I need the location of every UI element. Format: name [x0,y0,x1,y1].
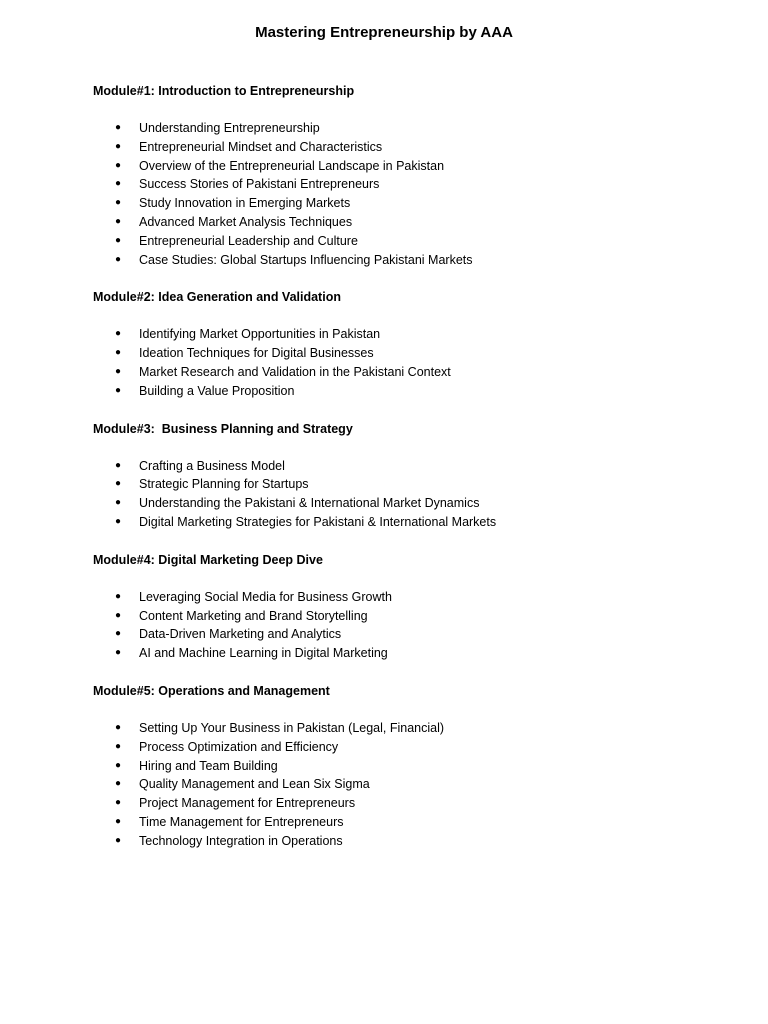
list-item [93,382,733,401]
list-item [93,813,733,832]
list-item-text: AI and Machine Learning in Digital Marketing [139,646,388,661]
bullet-icon: ● [115,347,122,359]
list-item-text: Leveraging Social Media for Business Growth [139,589,392,604]
bullet-icon: ● [115,478,122,490]
bullet-icon: ● [115,759,122,771]
list-item-text: Overview of the Entrepreneurial Landscape in Pakistan [139,158,445,173]
list-item [93,175,733,194]
list-item-text: Identifying Market Opportunities in Pakistan [139,327,381,342]
list-item [93,513,733,532]
bullet-icon: ● [115,721,122,733]
list-item-text: Entrepreneurial Leadership and Culture [139,233,358,248]
topic-list [93,457,733,532]
list-item-text: Technology Integration in Operations [139,833,343,848]
bullet-icon: ● [115,215,122,227]
list-item [93,344,733,363]
list-item [93,719,733,738]
topic-list [93,119,733,269]
list-item-text: Digital Marketing Strategies for Pakistani & International Markets [139,514,497,529]
list-item [93,588,733,607]
list-item [93,119,733,138]
bullet-icon: ● [115,197,122,209]
bullet-icon: ● [115,253,122,265]
list-item [93,832,733,851]
module-2 [93,288,733,400]
bullet-icon: ● [115,647,122,659]
bullet-icon: ● [115,834,122,846]
bullet-icon: ● [115,140,122,152]
list-item-text: Building a Value Proposition [139,383,295,398]
topic-list [93,588,733,663]
module-5 [93,682,733,851]
list-item [93,194,733,213]
bullet-icon: ● [115,234,122,246]
list-item-text: Time Management for Entrepreneurs [139,814,344,829]
list-item-text: Study Innovation in Emerging Markets [139,196,351,211]
list-item-text: Hiring and Team Building [139,758,278,773]
topic-list [93,719,733,851]
bullet-icon: ● [115,178,122,190]
list-item-text: Success Stories of Pakistani Entrepreneurs [139,177,380,192]
list-item-text: Setting Up Your Business in Pakistan (Legal, Financial) [139,720,445,735]
list-item [93,457,733,476]
module-heading: Module#1: Introduction to Entrepreneurship [93,84,355,98]
bullet-icon: ● [115,515,122,527]
bullet-icon: ● [115,328,122,340]
module-1 [93,82,733,269]
list-item [93,475,733,494]
bullet-icon: ● [115,778,122,790]
list-item [93,775,733,794]
list-item [93,607,733,626]
list-item [93,363,733,382]
list-item-text: Crafting a Business Model [139,458,285,473]
list-item [93,644,733,663]
bullet-icon: ● [115,590,122,602]
bullet-icon: ● [115,740,122,752]
bullet-icon: ● [115,384,122,396]
list-item [93,794,733,813]
list-item-text: Strategic Planning for Startups [139,477,309,492]
list-item-text: Process Optimization and Efficiency [139,739,339,754]
list-item [93,757,733,776]
list-item-text: Entrepreneurial Mindset and Characteristics [139,139,383,154]
bullet-icon: ● [115,797,122,809]
list-item [93,138,733,157]
bullet-icon: ● [115,609,122,621]
list-item [93,625,733,644]
list-item [93,213,733,232]
bullet-icon: ● [115,365,122,377]
list-item-text: Content Marketing and Brand Storytelling [139,608,368,623]
module-heading: Module#3: Business Planning and Strategy [93,421,353,436]
list-item-text: Advanced Market Analysis Techniques [139,214,353,229]
list-item [93,738,733,757]
module-heading: Module#5: Operations and Management [93,683,330,698]
list-item-text: Understanding the Pakistani & International Market Dynamics [139,496,480,511]
bullet-icon: ● [115,815,122,827]
module-heading: Module#4: Digital Marketing Deep Dive [93,552,323,567]
bullet-icon: ● [115,459,122,471]
module-3 [93,420,733,532]
list-item [93,494,733,513]
bullet-icon: ● [115,122,122,133]
list-item-text: Project Management for Entrepreneurs [139,796,356,811]
module-heading: Module#2: Idea Generation and Validation [93,290,341,305]
bullet-icon: ● [115,159,122,171]
list-item [93,157,733,176]
list-item [93,251,733,270]
list-item [93,232,733,251]
list-item-text: Ideation Techniques for Digital Businesses [139,346,374,361]
bullet-icon: ● [115,628,122,640]
document-body [93,82,733,870]
list-item-text: Quality Management and Lean Six Sigma [139,777,370,792]
list-item-text: Case Studies: Global Startups Influencing Pakistani Markets [139,252,473,267]
list-item-text: Data-Driven Marketing and Analytics [139,627,342,642]
module-4 [93,551,733,663]
list-item [93,325,733,344]
list-item-text: Market Research and Validation in the Pakistani Context [139,364,451,379]
bullet-icon: ● [115,497,122,509]
document-title: Mastering Entrepreneurship by AAA [255,24,513,41]
list-item-text: Understanding Entrepreneurship [139,121,320,135]
topic-list [93,325,733,400]
